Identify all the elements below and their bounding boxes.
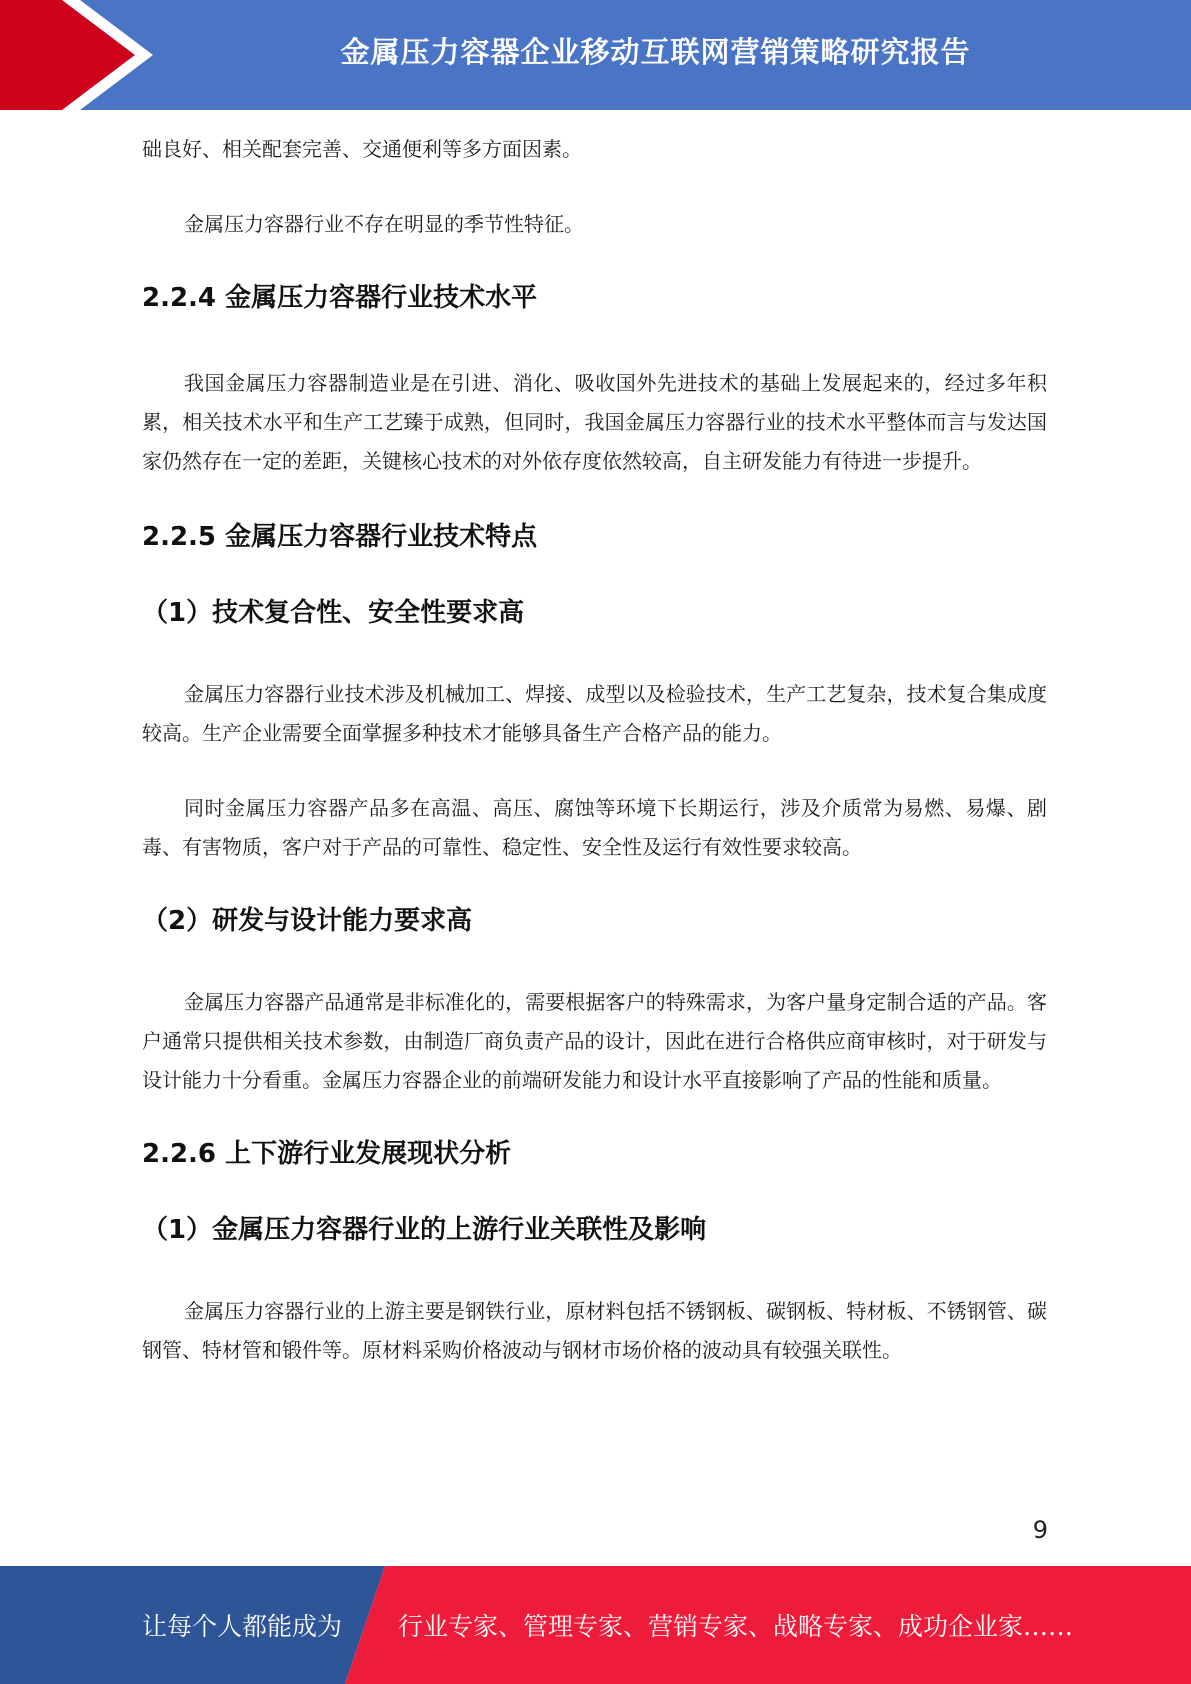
paragraph-seasonal: 金属压力容器行业不存在明显的季节性特征。 [184,212,584,236]
heading-2-2-4: 2.2.4 金属压力容器行业技术水平 [142,283,538,313]
paragraph-upstream: 金属压力容器行业的上游主要是钢铁行业，原材料包括不锈钢板、碳钢板、特材板、不锈钢管、碳钢管、特材管和锻件等。原材料采购价格波动与钢材市场价格的波动具有较强关联性。 [142,1299,1047,1362]
heading-2-2-5-2: （2）研发与设计能力要求高 [142,906,473,936]
paragraph-rnd-design: 金属压力容器产品通常是非标准化的，需要根据客户的特殊需求，为客户量身定制合适的产品。客户通常只提供相关技术参数，由制造厂商负责产品的设计，因此在进行合格供应商审核时，对于研发与设计能力十分看重。金属压力容器企业的前端研发能力和设计水平直接影响了产品的性能和质量。 [142,990,1047,1092]
report-title: 金属压力容器企业移动互联网营销策略研究报告 [340,34,971,69]
footer-band [0,1566,1191,1684]
paragraph-continuation: 础良好、相关配套完善、交通便利等多方面因素。 [142,137,582,161]
page-number: 9 [1032,1516,1048,1544]
heading-2-2-6-1: （1）金属压力容器行业的上游行业关联性及影响 [142,1215,707,1245]
document-body [142,130,1047,1370]
paragraph-safety: 同时金属压力容器产品多在高温、高压、腐蚀等环境下长期运行，涉及介质常为易燃、易爆、剧毒、有害物质，客户对于产品的可靠性、稳定性、安全性及运行有效性要求较高。 [142,796,1047,859]
heading-2-2-6: 2.2.6 上下游行业发展现状分析 [142,1139,512,1169]
footer-slogan-left: 让每个人都能成为 [142,1612,343,1641]
heading-2-2-5: 2.2.5 金属压力容器行业技术特点 [142,522,538,552]
paragraph-tech-level: 我国金属压力容器制造业是在引进、消化、吸收国外先进技术的基础上发展起来的，经过多年积累，相关技术水平和生产工艺臻于成熟，但同时，我国金属压力容器行业的技术水平整体而言与发达国家仍然存在一定的差距，关键核心技术的对外依存度依然较高，自主研发能力有待进一步提升。 [142,371,1047,473]
footer-slogan-right: 行业专家、管理专家、营销专家、战略专家、成功企业家…… [398,1612,1074,1641]
heading-2-2-5-1: （1）技术复合性、安全性要求高 [142,598,525,628]
paragraph-tech-complexity: 金属压力容器行业技术涉及机械加工、焊接、成型以及检验技术，生产工艺复杂，技术复合集成度较高。生产企业需要全面掌握多种技术才能够具备生产合格产品的能力。 [142,682,1047,745]
header-band [0,0,1191,110]
